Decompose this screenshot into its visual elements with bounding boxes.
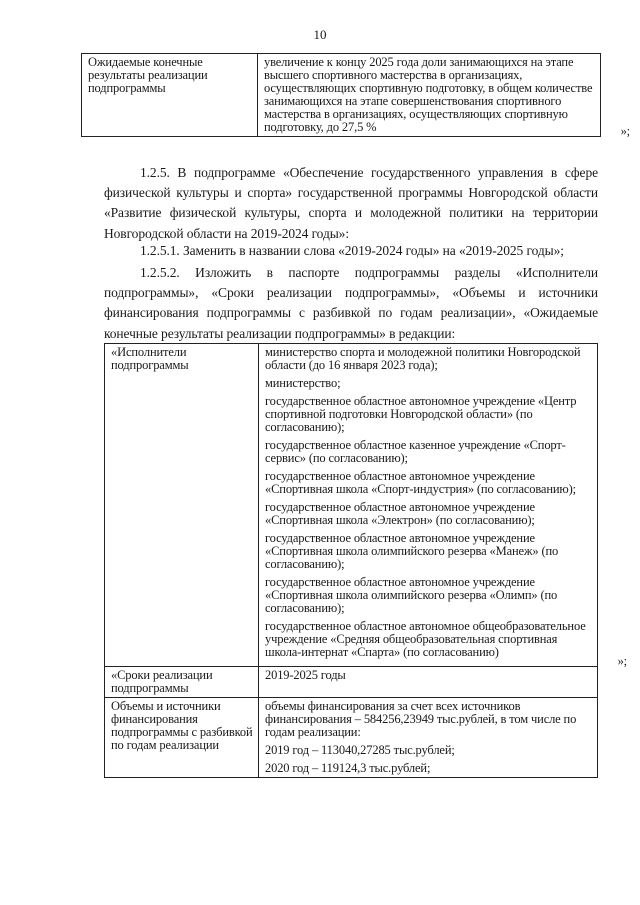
results-value: увеличение к концу 2025 года доли занимающихся на этапе высшего спортивного мастерства в организациях, осуществляющих спортивную подготовку, в общем количестве занимающихся на этапе совершенствования спортивного мастерства в организациях, осуществляющих спортивную подготовку, до 27,5 % [264, 55, 593, 134]
executors-row [105, 344, 598, 667]
paragraph-1-2-5-1: 1.2.5.1. Заменить в названии слова «2019-2024 годы» на «2019-2025 годы»; [140, 243, 564, 258]
executor-item: государственное областное автономное учреждение «Спортивная школа «Спорт-индустрия» (по согласованию); [265, 469, 576, 496]
executor-item: государственное областное казенное учреждение «Спорт-сервис» (по согласованию); [265, 438, 566, 465]
executors-label: «Исполнители подпрограммы [105, 344, 259, 667]
results-value-cell [258, 54, 630, 138]
funding-label: Объемы и источники финансирования подпрограммы с разбивкой по годам реализации [105, 698, 259, 778]
passport-table [104, 343, 627, 778]
closing-quote: »; [620, 124, 630, 138]
terms-value: 2019-2025 годы [259, 667, 598, 698]
results-label: Ожидаемые конечные результаты реализации подпрограммы [82, 54, 258, 137]
closing-quote: »; [617, 654, 627, 668]
paragraph-1-2-5-2: 1.2.5.2. Изложить в паспорте подпрограммы разделы «Исполнители подпрограммы», «Сроки реализации подпрограммы», «Объемы и источники финансирования подпрограммы с разбивкой по годам реализации», «Ожидаемые конечные результаты реализации подпрограммы» в редакции: [104, 265, 598, 341]
executor-item: министерство спорта и молодежной политики Новгородской области (до 16 января 2023 года); [265, 345, 581, 372]
funding-item: 2020 год – 119124,3 тыс.рублей; [265, 761, 431, 775]
results-row [82, 54, 601, 137]
terms-row [105, 667, 598, 698]
funding-row [105, 698, 598, 778]
funding-item: объемы финансирования за счет всех источников финансирования – 584256,23949 тыс.рублей, в том числе по годам реализации: [265, 699, 577, 739]
terms-label: «Сроки реализации подпрограммы [105, 667, 259, 698]
results-table [81, 53, 630, 138]
executor-item: государственное областное автономное учреждение «Центр спортивной подготовки Новгородской области» (по согласованию); [265, 394, 577, 434]
executor-item: государственное областное автономное учреждение «Спортивная школа «Электрон» (по согласованию); [265, 500, 535, 527]
executor-item: государственное областное автономное учреждение «Спортивная школа олимпийского резерва «Олимп» (по согласованию); [265, 575, 558, 615]
page-number: 10 [313, 27, 327, 42]
funding-item: 2019 год – 113040,27285 тыс.рублей; [265, 743, 455, 757]
funding-list [259, 698, 598, 778]
executor-item: государственное областное автономное общеобразовательное учреждение «Средняя общеобразовательная спортивная школа-интернат «Спарта» (по согласованию) [265, 619, 586, 659]
executor-item: государственное областное автономное учреждение «Спортивная школа олимпийского резерва «Манеж» (по согласованию); [265, 531, 559, 571]
executor-item: министерство; [265, 376, 341, 390]
executors-list [259, 344, 627, 668]
paragraph-1-2-5: 1.2.5. В подпрограмме «Обеспечение государственного управления в сфере физической культуры и спорта» государственной программы Новгородской области «Развитие физической культуры, спорта и молодежной политики на территории Новгородской области на 2019-2024 годы»: [104, 165, 598, 241]
